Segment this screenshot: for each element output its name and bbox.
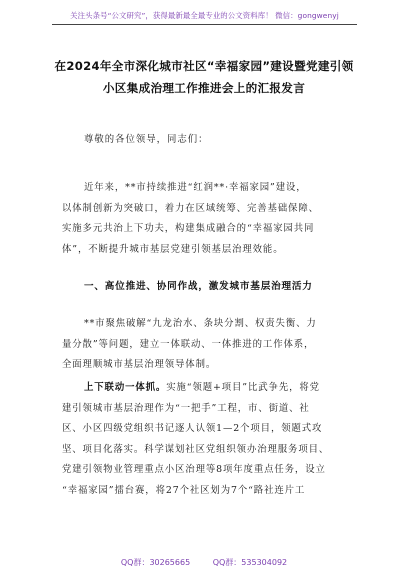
paragraph-3-line: 区、小区四级党组织书记逐人认领1—2个项目，领题式攻 — [62, 423, 323, 434]
paragraph-1-line: 以体制创新为突破口，着力在区域统筹、完善基础保障、 — [62, 202, 319, 214]
paragraph-2-line: 量分散”等问题，建立一体联动、一体推进的工作体系， — [62, 338, 315, 350]
footer-qq-group-1: QQ群：30265665 — [120, 558, 191, 567]
header-banner: 关注头条号“公文研究”，获得最新最全最专业的公文资料库！ 微信：gongwenyj — [52, 10, 357, 25]
page-title-line-2: 小区集成治理工作推进会上的汇报发言 — [102, 81, 306, 95]
paragraph-1-line: 近年来，**市持续推进“红润**·幸福家园”建设， — [84, 182, 307, 193]
paragraph-1-line: 体”，不断提升城市基层党建引领基层治理效能。 — [62, 243, 284, 255]
paragraph-2-line: 全面理顺城市基层治理领导体制。 — [62, 359, 217, 370]
section-heading-1: 一、高位推进、协同作战，激发城市基层治理活力 — [84, 281, 313, 292]
paragraph-3-first-line — [62, 378, 352, 399]
paragraph-3-first-rest: 实施“领题+项目”比武争先，将党 — [166, 382, 320, 393]
paragraph-1 — [62, 178, 352, 260]
page-title-line-1: 在2024年全市深化城市社区“幸福家园”建设暨党建引领 — [54, 59, 354, 73]
paragraph-2-line: **市聚焦破解“九龙治水、条块分割、权责失衡、力 — [84, 318, 317, 329]
paragraph-3-line: “幸福家园”擂台赛，将27个社区划为7个“路社连片工 — [62, 484, 306, 496]
paragraph-3-lead: 上下联动一体抓。 — [84, 382, 167, 393]
footer — [0, 557, 408, 568]
paragraph-2 — [62, 314, 352, 376]
paragraph-3-line: 党建引领物业管理重点小区治理等8项年度重点任务，设立 — [62, 464, 326, 475]
paragraph-3-line: 建引领城市基层治理作为“一把手”工程，市、街道、社 — [62, 402, 310, 414]
salutation: 尊敬的各位领导，同志们： — [84, 134, 209, 145]
paragraph-3-line: 坚、项目化落实。科学谋划社区党组织领办治理服务项目、 — [62, 443, 330, 455]
paragraph-3 — [62, 378, 352, 501]
footer-qq-group-2: QQ群：535304092 — [212, 558, 288, 567]
paragraph-1-line: 实施多元共治上下功夫，构建集成融合的“幸福家园共同 — [62, 223, 315, 234]
